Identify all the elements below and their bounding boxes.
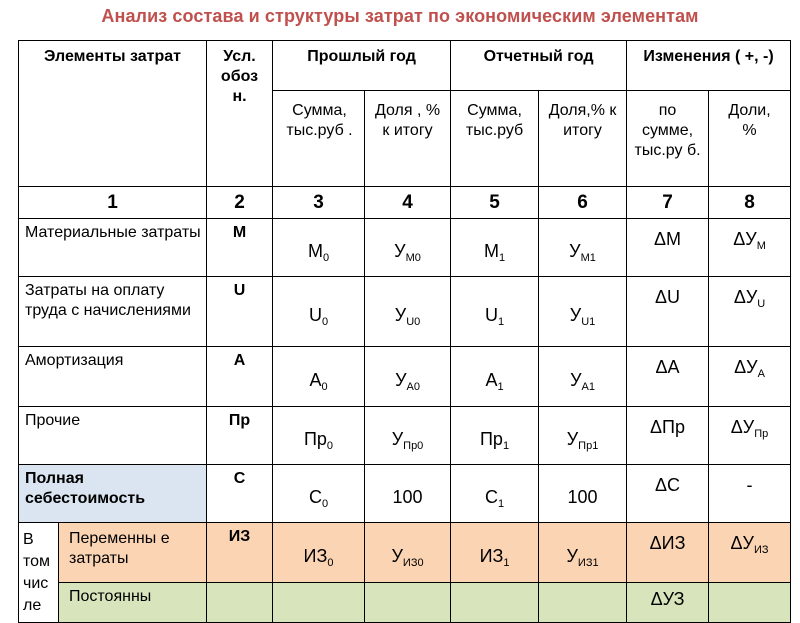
header-row-1 [19,41,791,91]
prev-sum-cell [273,583,365,623]
change-sum-cell: ΔС [627,465,709,523]
report-sum-cell: $U_1$ [451,277,539,347]
report-sum-cell: $М_1$ [451,219,539,277]
change-share-cell: $\Delta У_U$ [709,277,791,347]
report-sum-cell: $Пр_1$ [451,407,539,465]
row-name: Затраты на оплату труда с начислениями [19,277,207,347]
row-code: ИЗ [207,523,273,583]
prev-share-cell: $У_{ИЗ0}$ [365,523,451,583]
row-code: С [207,465,273,523]
row-name: Амортизация [19,347,207,407]
header-change-share: Доли, % [709,91,791,187]
report-share-cell: $У_{М1}$ [539,219,627,277]
prev-sum-cell: $Пр_0$ [273,407,365,465]
row-code: U [207,277,273,347]
report-share-cell: $У_{А1}$ [539,347,627,407]
variable-costs-row [19,523,791,583]
change-sum-cell: ΔИЗ [627,523,709,583]
header-change-sum: по сумме, тыс.ру б. [627,91,709,187]
report-share-cell: 100 [539,465,627,523]
table-row [19,277,791,347]
column-numbers-row [19,187,791,219]
change-share-cell: $\Delta У_{ИЗ}$ [709,523,791,583]
header-share-report: Доля,% к итогу [539,91,627,187]
report-sum-cell: $А_1$ [451,347,539,407]
header-sum-prev: Сумма, тыс.руб . [273,91,365,187]
column-number: 3 [273,187,365,219]
prev-sum-cell: $С_0$ [273,465,365,523]
change-share-cell: $\Delta У_А$ [709,347,791,407]
prev-share-cell: $У_{А0}$ [365,347,451,407]
prev-sum-cell: $А_0$ [273,347,365,407]
change-sum-cell: ΔU [627,277,709,347]
table-row [19,219,791,277]
prev-share-cell: $У_{Пр0}$ [365,407,451,465]
change-share-cell: $\Delta У_М$ [709,219,791,277]
report-sum-cell: $ИЗ_1$ [451,523,539,583]
row-code [207,583,273,623]
report-share-cell: $У_{ИЗ1}$ [539,523,627,583]
column-number: 2 [207,187,273,219]
report-share-cell: $У_{U1}$ [539,277,627,347]
fixed-costs-row [19,583,791,623]
table-row [19,347,791,407]
report-share-cell [539,583,627,623]
change-sum-cell: ΔА [627,347,709,407]
report-sum-cell: $С_1$ [451,465,539,523]
column-number: 4 [365,187,451,219]
including-label: В том чис ле [19,523,59,623]
change-sum-cell: ΔУЗ [627,583,709,623]
prev-sum-cell: $U_0$ [273,277,365,347]
prev-sum-cell: $М_0$ [273,219,365,277]
total-row [19,465,791,523]
column-number: 6 [539,187,627,219]
column-number: 1 [19,187,207,219]
header-prev-year: Прошлый год [273,41,451,91]
row-code: А [207,347,273,407]
prev-share-cell: $У_{М0}$ [365,219,451,277]
header-sum-report: Сумма, тыс.руб [451,91,539,187]
header-share-prev: Доля , % к итогу [365,91,451,187]
change-share-cell [709,583,791,623]
table-row [19,407,791,465]
column-number: 5 [451,187,539,219]
cost-analysis-table [18,40,791,623]
header-report-year: Отчетный год [451,41,627,91]
report-share-cell: $У_{Пр1}$ [539,407,627,465]
change-sum-cell: ΔМ [627,219,709,277]
change-sum-cell: ΔПр [627,407,709,465]
header-elements: Элементы затрат [19,41,207,187]
row-name: Материальные затраты [19,219,207,277]
row-name: Полная себестоимость [19,465,207,523]
header-code: Усл. обоз н. [207,41,273,187]
row-name: Постоянны [59,583,207,623]
prev-share-cell: 100 [365,465,451,523]
header-changes: Изменения ( +, -) [627,41,791,91]
row-code: М [207,219,273,277]
prev-sum-cell: $ИЗ_0$ [273,523,365,583]
column-number: 7 [627,187,709,219]
column-number: 8 [709,187,791,219]
prev-share-cell [365,583,451,623]
prev-share-cell: $У_{U0}$ [365,277,451,347]
change-share-cell: - [709,465,791,523]
row-code: Пр [207,407,273,465]
report-sum-cell [451,583,539,623]
change-share-cell: $\Delta У_{Пр}$ [709,407,791,465]
row-name: Переменны е затраты [59,523,207,583]
row-name: Прочие [19,407,207,465]
page-title: Анализ состава и структуры затрат по экономическим элементам [101,6,699,26]
